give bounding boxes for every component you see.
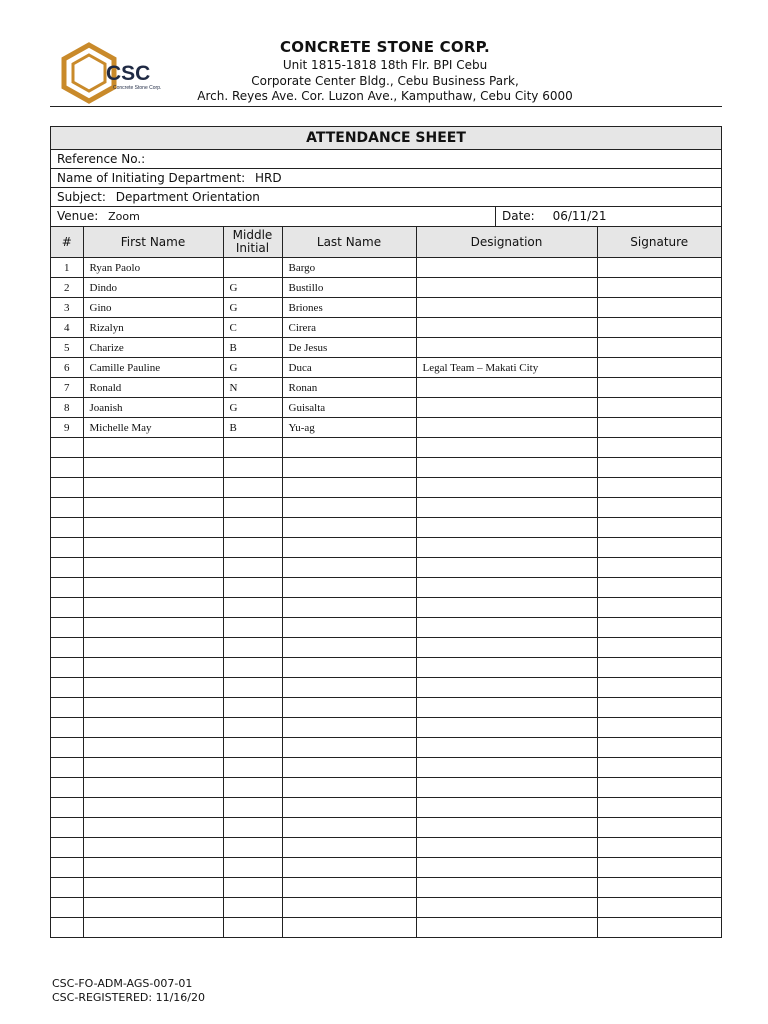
last-name-cell[interactable] [282,858,416,878]
designation-cell [416,278,597,298]
middle-initial-cell[interactable] [223,738,282,758]
row-number[interactable] [51,698,83,718]
last-name-cell[interactable] [282,918,416,938]
designation-cell[interactable] [416,778,597,798]
middle-initial-cell: B [223,418,282,438]
row-number: 5 [51,338,83,358]
first-name-cell[interactable] [83,478,223,498]
signature-cell[interactable] [597,678,721,698]
signature-cell[interactable] [597,858,721,878]
first-name-cell[interactable] [83,758,223,778]
company-header [140,38,630,105]
signature-cell[interactable] [597,478,721,498]
table-row-empty [51,638,721,658]
designation-cell: Legal Team – Makati City [416,358,597,378]
row-number: 2 [51,278,83,298]
designation-cell[interactable] [416,478,597,498]
middle-initial-cell: C [223,318,282,338]
first-name-cell[interactable] [83,878,223,898]
designation-cell[interactable] [416,918,597,938]
first-name-cell[interactable] [83,558,223,578]
first-name-cell: Ryan Paolo [83,258,223,278]
logo-tagline: Concrete Stone Corp. [113,85,162,91]
row-number[interactable] [51,918,83,938]
reference-label: Reference No.: [57,152,146,166]
first-name-cell: Ronald [83,378,223,398]
table-row [51,358,721,378]
table-row [51,338,721,358]
designation-cell [416,318,597,338]
table-row-empty [51,698,721,718]
middle-initial-cell[interactable] [223,798,282,818]
middle-initial-cell[interactable] [223,918,282,938]
date-value: 06/11/21 [552,209,607,223]
table-row-empty [51,618,721,638]
middle-initial-cell[interactable] [223,438,282,458]
col-header-middle-line2: Initial [235,241,270,255]
first-name-cell: Rizalyn [83,318,223,338]
first-name-cell[interactable] [83,518,223,538]
signature-cell[interactable] [597,318,721,338]
venue-date-row [51,207,721,227]
designation-cell [416,398,597,418]
signature-cell[interactable] [597,358,721,378]
middle-initial-cell[interactable] [223,818,282,838]
table-row [51,278,721,298]
designation-cell[interactable] [416,858,597,878]
last-name-cell[interactable] [282,658,416,678]
signature-cell[interactable] [597,598,721,618]
venue-label: Venue: [57,209,99,223]
date-cell [496,207,606,226]
col-header-num: # [51,227,83,258]
reference-row [51,150,721,169]
row-number[interactable] [51,718,83,738]
row-number: 6 [51,358,83,378]
signature-cell[interactable] [597,778,721,798]
row-number[interactable] [51,858,83,878]
signature-cell[interactable] [597,758,721,778]
table-row-empty [51,438,721,458]
first-name-cell: Dindo [83,278,223,298]
registered-date: CSC-REGISTERED: 11/16/20 [52,991,205,1004]
form-footer [52,977,205,1005]
table-row-empty [51,478,721,498]
middle-initial-cell: N [223,378,282,398]
table-row-empty [51,798,721,818]
designation-cell[interactable] [416,698,597,718]
middle-initial-cell: B [223,338,282,358]
first-name-cell: Joanish [83,398,223,418]
col-header-designation: Designation [416,227,597,258]
last-name-cell: Yu-ag [282,418,416,438]
designation-cell[interactable] [416,438,597,458]
row-number[interactable] [51,438,83,458]
last-name-cell[interactable] [282,898,416,918]
table-row-empty [51,778,721,798]
middle-initial-cell [223,258,282,278]
designation-cell [416,378,597,398]
row-number[interactable] [51,618,83,638]
table-row [51,378,721,398]
middle-initial-cell[interactable] [223,778,282,798]
last-name-cell: Cirera [282,318,416,338]
designation-cell[interactable] [416,638,597,658]
designation-cell[interactable] [416,598,597,618]
signature-cell[interactable] [597,878,721,898]
col-header-middle-initial [223,227,282,258]
table-row-empty [51,918,721,938]
signature-cell[interactable] [597,818,721,838]
last-name-cell: Briones [282,298,416,318]
first-name-cell[interactable] [83,858,223,878]
signature-cell[interactable] [597,378,721,398]
row-number[interactable] [51,758,83,778]
table-row-empty [51,838,721,858]
row-number[interactable] [51,678,83,698]
row-number: 7 [51,378,83,398]
row-number[interactable] [51,878,83,898]
first-name-cell[interactable] [83,618,223,638]
subject-value: Department Orientation [115,190,260,204]
last-name-cell[interactable] [282,518,416,538]
signature-cell[interactable] [597,498,721,518]
row-number: 9 [51,418,83,438]
row-number[interactable] [51,458,83,478]
last-name-cell[interactable] [282,578,416,598]
table-row-empty [51,558,721,578]
col-header-last-name: Last Name [282,227,416,258]
first-name-cell[interactable] [83,438,223,458]
first-name-cell[interactable] [83,658,223,678]
venue-value: Zoom [108,210,140,223]
middle-initial-cell[interactable] [223,858,282,878]
table-row [51,298,721,318]
table-row-empty [51,578,721,598]
signature-cell[interactable] [597,458,721,478]
company-name: CONCRETE STONE CORP. [280,38,490,56]
table-header-row [51,227,721,258]
row-number[interactable] [51,898,83,918]
signature-cell[interactable] [597,438,721,458]
table-row-empty [51,458,721,478]
signature-cell[interactable] [597,518,721,538]
middle-initial-cell[interactable] [223,578,282,598]
row-number[interactable] [51,558,83,578]
last-name-cell[interactable] [282,678,416,698]
middle-initial-cell[interactable] [223,638,282,658]
first-name-cell: Michelle May [83,418,223,438]
col-header-middle-line1: Middle [232,228,273,242]
middle-initial-cell: G [223,278,282,298]
address-line-2: Corporate Center Bldg., Cebu Business Park, [251,73,519,88]
signature-cell[interactable] [597,918,721,938]
middle-initial-cell[interactable] [223,598,282,618]
sheet-title: ATTENDANCE SHEET [51,127,721,150]
designation-cell[interactable] [416,558,597,578]
designation-cell [416,338,597,358]
department-row [51,169,721,188]
department-label: Name of Initiating Department: [57,171,246,185]
designation-cell[interactable] [416,758,597,778]
row-number: 4 [51,318,83,338]
middle-initial-cell[interactable] [223,538,282,558]
last-name-cell[interactable] [282,718,416,738]
signature-cell[interactable] [597,538,721,558]
row-number[interactable] [51,778,83,798]
col-header-first-name: First Name [83,227,223,258]
last-name-cell[interactable] [282,798,416,818]
signature-cell[interactable] [597,398,721,418]
address-line-1: Unit 1815-1818 18th Flr. BPI Cebu [282,58,488,72]
last-name-cell: Ronan [282,378,416,398]
designation-cell[interactable] [416,578,597,598]
designation-cell[interactable] [416,658,597,678]
last-name-cell: Duca [282,358,416,378]
signature-cell[interactable] [597,258,721,278]
designation-cell[interactable] [416,898,597,918]
designation-cell [416,298,597,318]
first-name-cell: Gino [83,298,223,318]
signature-cell[interactable] [597,418,721,438]
middle-initial-cell: G [223,358,282,378]
last-name-cell: Bustillo [282,278,416,298]
middle-initial-cell[interactable] [223,878,282,898]
last-name-cell[interactable] [282,598,416,618]
middle-initial-cell[interactable] [223,498,282,518]
venue-cell [51,207,496,226]
signature-cell[interactable] [597,898,721,918]
table-row [51,398,721,418]
last-name-cell[interactable] [282,818,416,838]
middle-initial-cell[interactable] [223,698,282,718]
row-number[interactable] [51,658,83,678]
header-divider [50,106,722,107]
table-row-empty [51,518,721,538]
middle-initial-cell[interactable] [223,618,282,638]
address-line-3: Arch. Reyes Ave. Cor. Luzon Ave., Kamputhaw, Cebu City 6000 [197,89,573,103]
row-number[interactable] [51,518,83,538]
signature-cell[interactable] [597,278,721,298]
first-name-cell: Camille Pauline [83,358,223,378]
last-name-cell[interactable] [282,438,416,458]
department-value: HRD [255,171,282,185]
first-name-cell[interactable] [83,778,223,798]
row-number[interactable] [51,538,83,558]
signature-cell[interactable] [597,738,721,758]
last-name-cell[interactable] [282,478,416,498]
table-row-empty [51,718,721,738]
table-row [51,258,721,278]
last-name-cell[interactable] [282,878,416,898]
form-code: CSC-FO-ADM-AGS-007-01 [52,977,193,990]
middle-initial-cell[interactable] [223,558,282,578]
row-number: 1 [51,258,83,278]
first-name-cell[interactable] [83,678,223,698]
first-name-cell[interactable] [83,498,223,518]
middle-initial-cell[interactable] [223,518,282,538]
last-name-cell[interactable] [282,618,416,638]
last-name-cell[interactable] [282,738,416,758]
first-name-cell[interactable] [83,458,223,478]
first-name-cell[interactable] [83,718,223,738]
last-name-cell[interactable] [282,458,416,478]
table-row [51,318,721,338]
designation-cell[interactable] [416,798,597,818]
table-row [51,418,721,438]
attendance-table [51,227,721,937]
signature-cell[interactable] [597,578,721,598]
table-row-empty [51,858,721,878]
first-name-cell[interactable] [83,818,223,838]
row-number[interactable] [51,738,83,758]
row-number[interactable] [51,838,83,858]
first-name-cell[interactable] [83,538,223,558]
first-name-cell[interactable] [83,918,223,938]
first-name-cell[interactable] [83,898,223,918]
middle-initial-cell: G [223,298,282,318]
designation-cell [416,258,597,278]
last-name-cell: De Jesus [282,338,416,358]
middle-initial-cell: G [223,398,282,418]
middle-initial-cell[interactable] [223,658,282,678]
row-number: 3 [51,298,83,318]
last-name-cell[interactable] [282,538,416,558]
signature-cell[interactable] [597,658,721,678]
table-row-empty [51,678,721,698]
table-row-empty [51,538,721,558]
table-row-empty [51,878,721,898]
last-name-cell: Bargo [282,258,416,278]
signature-cell[interactable] [597,798,721,818]
subject-row [51,188,721,207]
row-number[interactable] [51,498,83,518]
subject-label: Subject: [57,190,106,204]
designation-cell[interactable] [416,838,597,858]
first-name-cell[interactable] [83,738,223,758]
signature-cell[interactable] [597,718,721,738]
first-name-cell[interactable] [83,838,223,858]
designation-cell[interactable] [416,458,597,478]
signature-cell[interactable] [597,698,721,718]
row-number[interactable] [51,598,83,618]
table-row-empty [51,818,721,838]
last-name-cell[interactable] [282,498,416,518]
table-body [51,258,721,938]
row-number[interactable] [51,818,83,838]
middle-initial-cell[interactable] [223,758,282,778]
row-number[interactable] [51,638,83,658]
row-number[interactable] [51,478,83,498]
middle-initial-cell[interactable] [223,678,282,698]
table-row-empty [51,498,721,518]
last-name-cell[interactable] [282,558,416,578]
middle-initial-cell[interactable] [223,718,282,738]
table-row-empty [51,738,721,758]
signature-cell[interactable] [597,338,721,358]
designation-cell[interactable] [416,618,597,638]
table-row-empty [51,658,721,678]
designation-cell[interactable] [416,518,597,538]
table-row-empty [51,758,721,778]
first-name-cell[interactable] [83,698,223,718]
designation-cell[interactable] [416,718,597,738]
logo-text: CSC [106,62,151,85]
last-name-cell[interactable] [282,758,416,778]
signature-cell[interactable] [597,638,721,658]
designation-cell[interactable] [416,678,597,698]
middle-initial-cell[interactable] [223,458,282,478]
designation-cell[interactable] [416,498,597,518]
first-name-cell[interactable] [83,638,223,658]
last-name-cell[interactable] [282,638,416,658]
designation-cell [416,418,597,438]
last-name-cell[interactable] [282,698,416,718]
table-row-empty [51,898,721,918]
signature-cell[interactable] [597,298,721,318]
first-name-cell[interactable] [83,798,223,818]
first-name-cell: Charize [83,338,223,358]
last-name-cell[interactable] [282,838,416,858]
row-number[interactable] [51,578,83,598]
signature-cell[interactable] [597,838,721,858]
middle-initial-cell[interactable] [223,898,282,918]
row-number: 8 [51,398,83,418]
attendance-sheet [50,126,722,938]
signature-cell[interactable] [597,618,721,638]
col-header-signature: Signature [597,227,721,258]
date-label: Date: [502,209,535,223]
last-name-cell: Guisalta [282,398,416,418]
designation-cell[interactable] [416,818,597,838]
signature-cell[interactable] [597,558,721,578]
middle-initial-cell[interactable] [223,838,282,858]
middle-initial-cell[interactable] [223,478,282,498]
designation-cell[interactable] [416,878,597,898]
first-name-cell[interactable] [83,598,223,618]
designation-cell[interactable] [416,738,597,758]
designation-cell[interactable] [416,538,597,558]
last-name-cell[interactable] [282,778,416,798]
row-number[interactable] [51,798,83,818]
first-name-cell[interactable] [83,578,223,598]
table-row-empty [51,598,721,618]
